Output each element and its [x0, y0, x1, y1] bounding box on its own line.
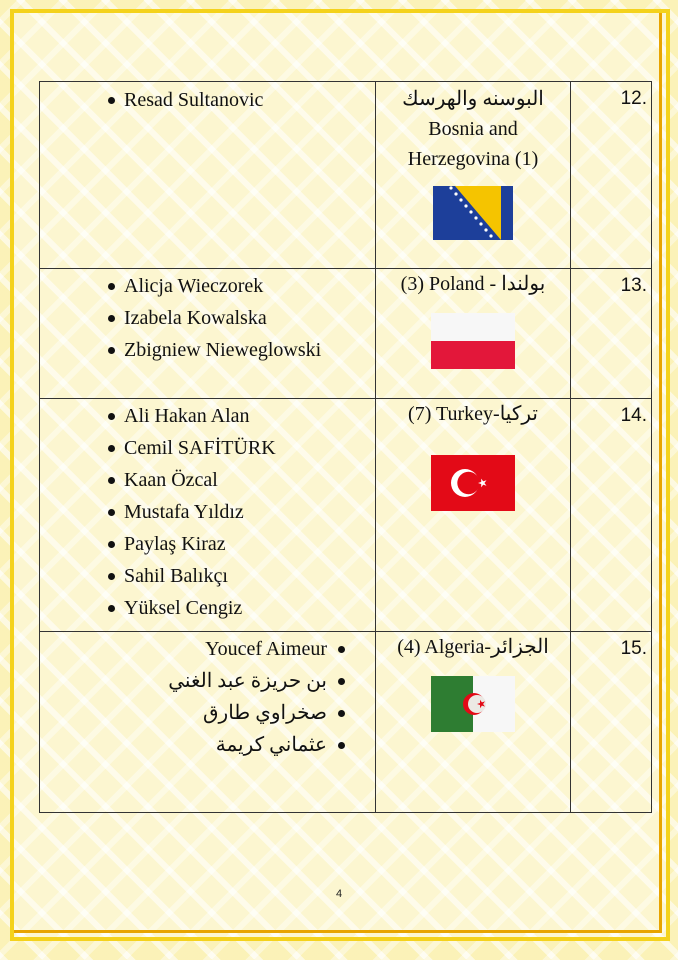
names-cell — [40, 82, 376, 269]
row-number: 14. — [620, 405, 647, 426]
participant-name: Mustafa Yıldız — [40, 496, 375, 528]
row-number-cell — [571, 269, 652, 399]
participant-name: Alicja Wieczorek — [40, 270, 375, 302]
participant-name: Resad Sultanovic — [40, 84, 375, 116]
participant-name: Cemil SAFİTÜRK — [40, 432, 375, 464]
country-cell — [376, 82, 571, 269]
participant-name: Zbigniew Nieweglowski — [40, 334, 375, 366]
country-name-en-cont: Herzegovina (1) — [407, 148, 539, 170]
participant-name: صخراوي طارق — [40, 697, 375, 729]
names-cell — [40, 399, 376, 632]
participants-table — [39, 81, 652, 813]
participant-name: بن حريزة عبد الغني — [40, 665, 375, 697]
table-row — [40, 269, 652, 399]
country-name: (3) Poland - بولندا — [400, 273, 546, 295]
row-number: 12. — [620, 88, 647, 109]
country-name-en: Bosnia and — [428, 118, 518, 140]
country-cell — [376, 269, 571, 399]
country-cell — [376, 632, 571, 813]
poland-flag-icon — [431, 313, 515, 369]
row-number-cell — [571, 82, 652, 269]
participant-name: Yüksel Cengiz — [40, 592, 375, 624]
names-cell — [40, 632, 376, 813]
algeria-flag-icon — [431, 676, 515, 732]
country-name: (7) Turkey-تركيا — [408, 403, 538, 425]
row-number: 13. — [620, 275, 647, 296]
participant-name: Sahil Balıkçı — [40, 560, 375, 592]
row-number: 15. — [620, 638, 647, 659]
participant-name: Izabela Kowalska — [40, 302, 375, 334]
names-cell — [40, 269, 376, 399]
country-cell — [376, 399, 571, 632]
participant-name: Ali Hakan Alan — [40, 400, 375, 432]
row-number-cell — [571, 632, 652, 813]
row-number-cell — [571, 399, 652, 632]
table-row — [40, 82, 652, 269]
participant-name: Kaan Özcal — [40, 464, 375, 496]
country-name: (4) Algeria-الجزائر — [397, 636, 549, 658]
bosnia-flag-icon — [433, 186, 513, 240]
page-number: 4 — [335, 888, 343, 900]
participant-name: Paylaş Kiraz — [40, 528, 375, 560]
table-row — [40, 399, 652, 632]
table-row — [40, 632, 652, 813]
country-name-ar: البوسنه والهرسك — [402, 88, 544, 110]
turkey-flag-icon — [431, 455, 515, 511]
participant-name: Youcef Aimeur — [40, 633, 375, 665]
participant-name: عثماني كريمة — [40, 729, 375, 761]
